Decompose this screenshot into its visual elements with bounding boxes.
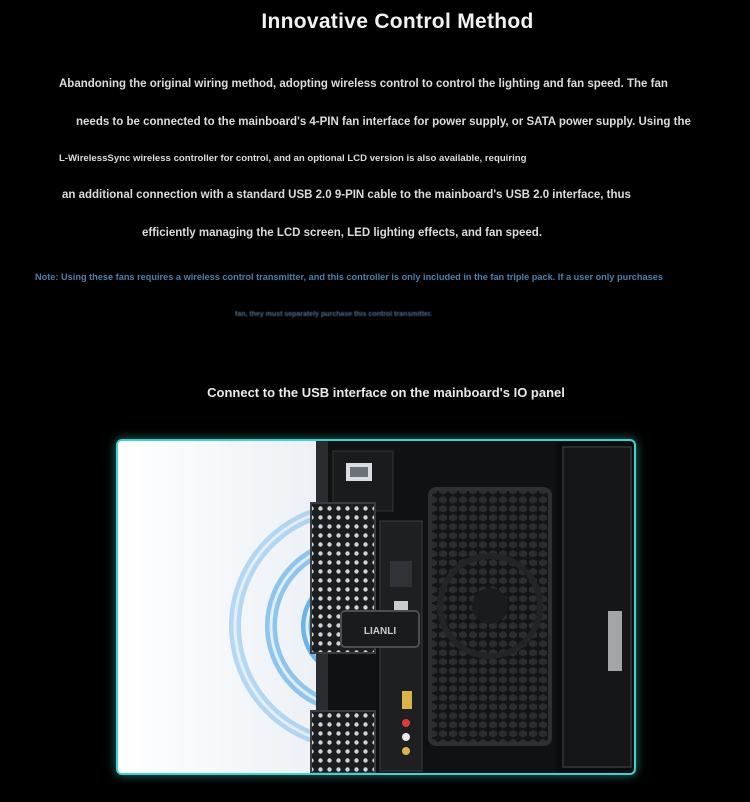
- description-line-4: an additional connection with a standard USB 2.0 9-PIN cable to the mainboard's USB 2.0 interface, thus: [62, 189, 631, 201]
- note-line-2: fan, they must separately purchase this control transmitter.: [235, 311, 433, 318]
- description-line-2: needs to be connected to the mainboard's 4-PIN fan interface for power supply, or SATA power supply. Using the: [76, 116, 691, 128]
- section-title: Innovative Control Method: [261, 10, 534, 33]
- description-line-5: efficiently managing the LCD screen, LED lighting effects, and fan speed.: [142, 227, 543, 239]
- description-line-3: L-WirelessSync wireless controller for control, and an optional LCD version is also available, requiring: [59, 153, 527, 164]
- product-photo: [116, 439, 636, 775]
- usb-dongle: [341, 611, 419, 647]
- photo-caption: Connect to the USB interface on the mainboard's IO panel: [207, 385, 565, 400]
- note-line-1: Note: Using these fans requires a wireless control transmitter, and this controller is only included in the fan triple pack. If a user only purchases: [35, 272, 663, 282]
- pc-case-illustration: [118, 441, 634, 773]
- dongle-brand-text: LIANLI: [363, 626, 397, 637]
- description-line-1: Abandoning the original wiring method, adopting wireless control to control the lighting and fan speed. The fan: [59, 78, 668, 90]
